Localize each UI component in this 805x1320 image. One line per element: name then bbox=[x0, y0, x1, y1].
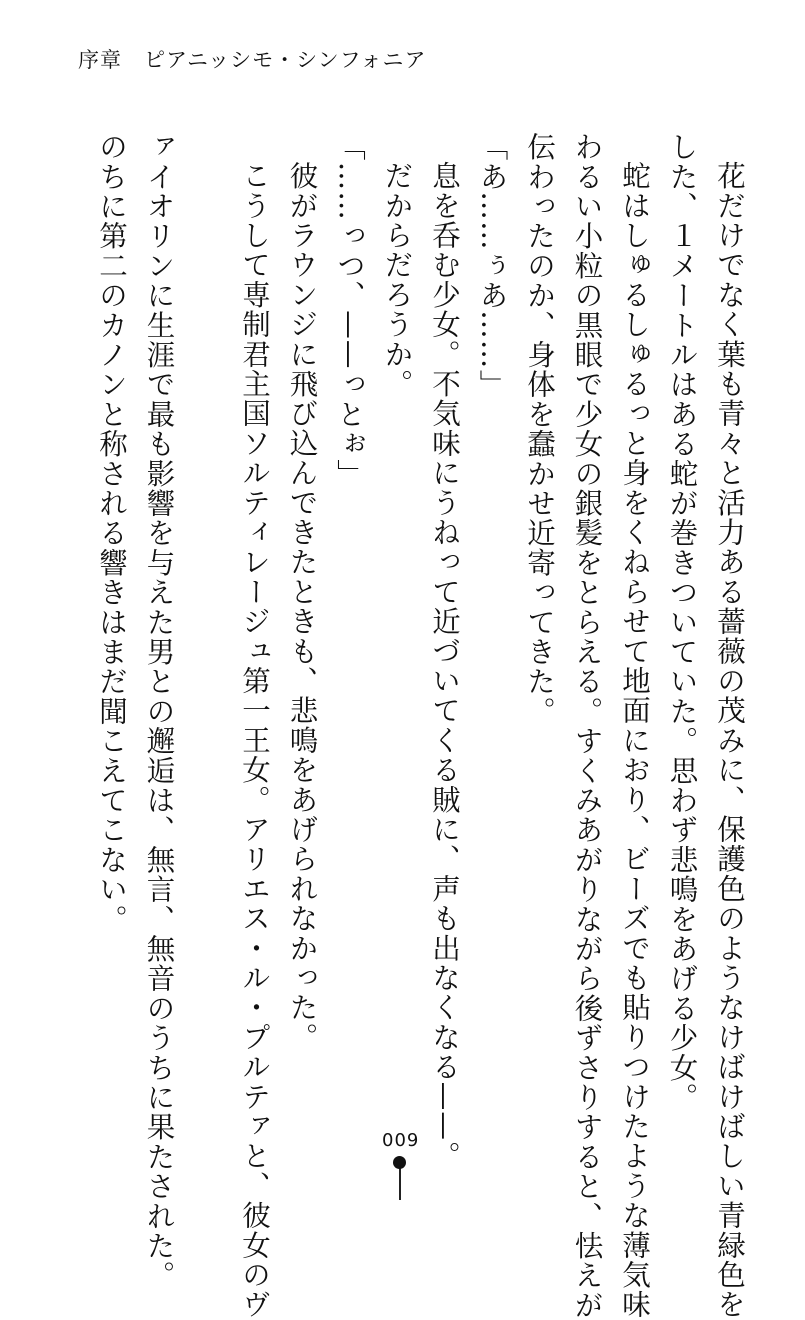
paragraph-line-8: 彼がラウンジに飛び込んできたときも、悲鳴をあげられなかった。 bbox=[285, 160, 319, 1052]
paragraph-line-6: 息を呑む少女。不気味にうねって近づいてくる賊に、声も出なくなる——。 bbox=[428, 160, 461, 1171]
chapter-label: 序章 bbox=[78, 48, 122, 72]
paragraph-line-11: のちに第二のカノンと称される響きはまだ聞こえてこない。 bbox=[95, 132, 128, 934]
paragraph-line-5: 伝わったのか、身体を蠢かせ近寄ってきた。 bbox=[523, 132, 556, 726]
chapter-title: ピアニッシモ・シンフォニア bbox=[144, 48, 427, 72]
paragraph-line-4: わるい小粒の黒眼で少女の銀髪をとらえる。すくみあがりながら後ずさりすると、怯えが bbox=[570, 132, 604, 1320]
page-number: 009 bbox=[382, 1130, 420, 1151]
dialogue-line-1: 「あ……ぅあ……」 bbox=[475, 132, 509, 400]
paragraph-line-9: こうして専制君主国ソルティレージュ第一王女。アリエス・ル・プルテァと、彼女のヴ bbox=[238, 160, 271, 1319]
folio-dot-ornament bbox=[393, 1156, 406, 1169]
paragraph-line-7: だからだろうか。 bbox=[380, 160, 414, 399]
dialogue-line-2: 「……っつ、——っとぉ」 bbox=[333, 132, 366, 489]
running-header bbox=[78, 44, 427, 74]
paragraph-line-3: 蛇はしゅるしゅるっと身をくねらせて地面におり、ビーズでも貼りつけたような薄気味 bbox=[618, 160, 651, 1319]
paragraph-line-1: 花だけでなく葉も青々と活力ある薔薇の茂みに、保護色のようなけばけばしい青緑色を bbox=[713, 160, 746, 1319]
paragraph-line-2: した、１メートルはある蛇が巻きついていた。思わず悲鳴をあげる少女。 bbox=[665, 132, 699, 1113]
paragraph-line-10: ァイオリンに生涯で最も影響を与えた男との邂逅は、無言、無音のうちに果たされた。 bbox=[142, 132, 176, 1291]
